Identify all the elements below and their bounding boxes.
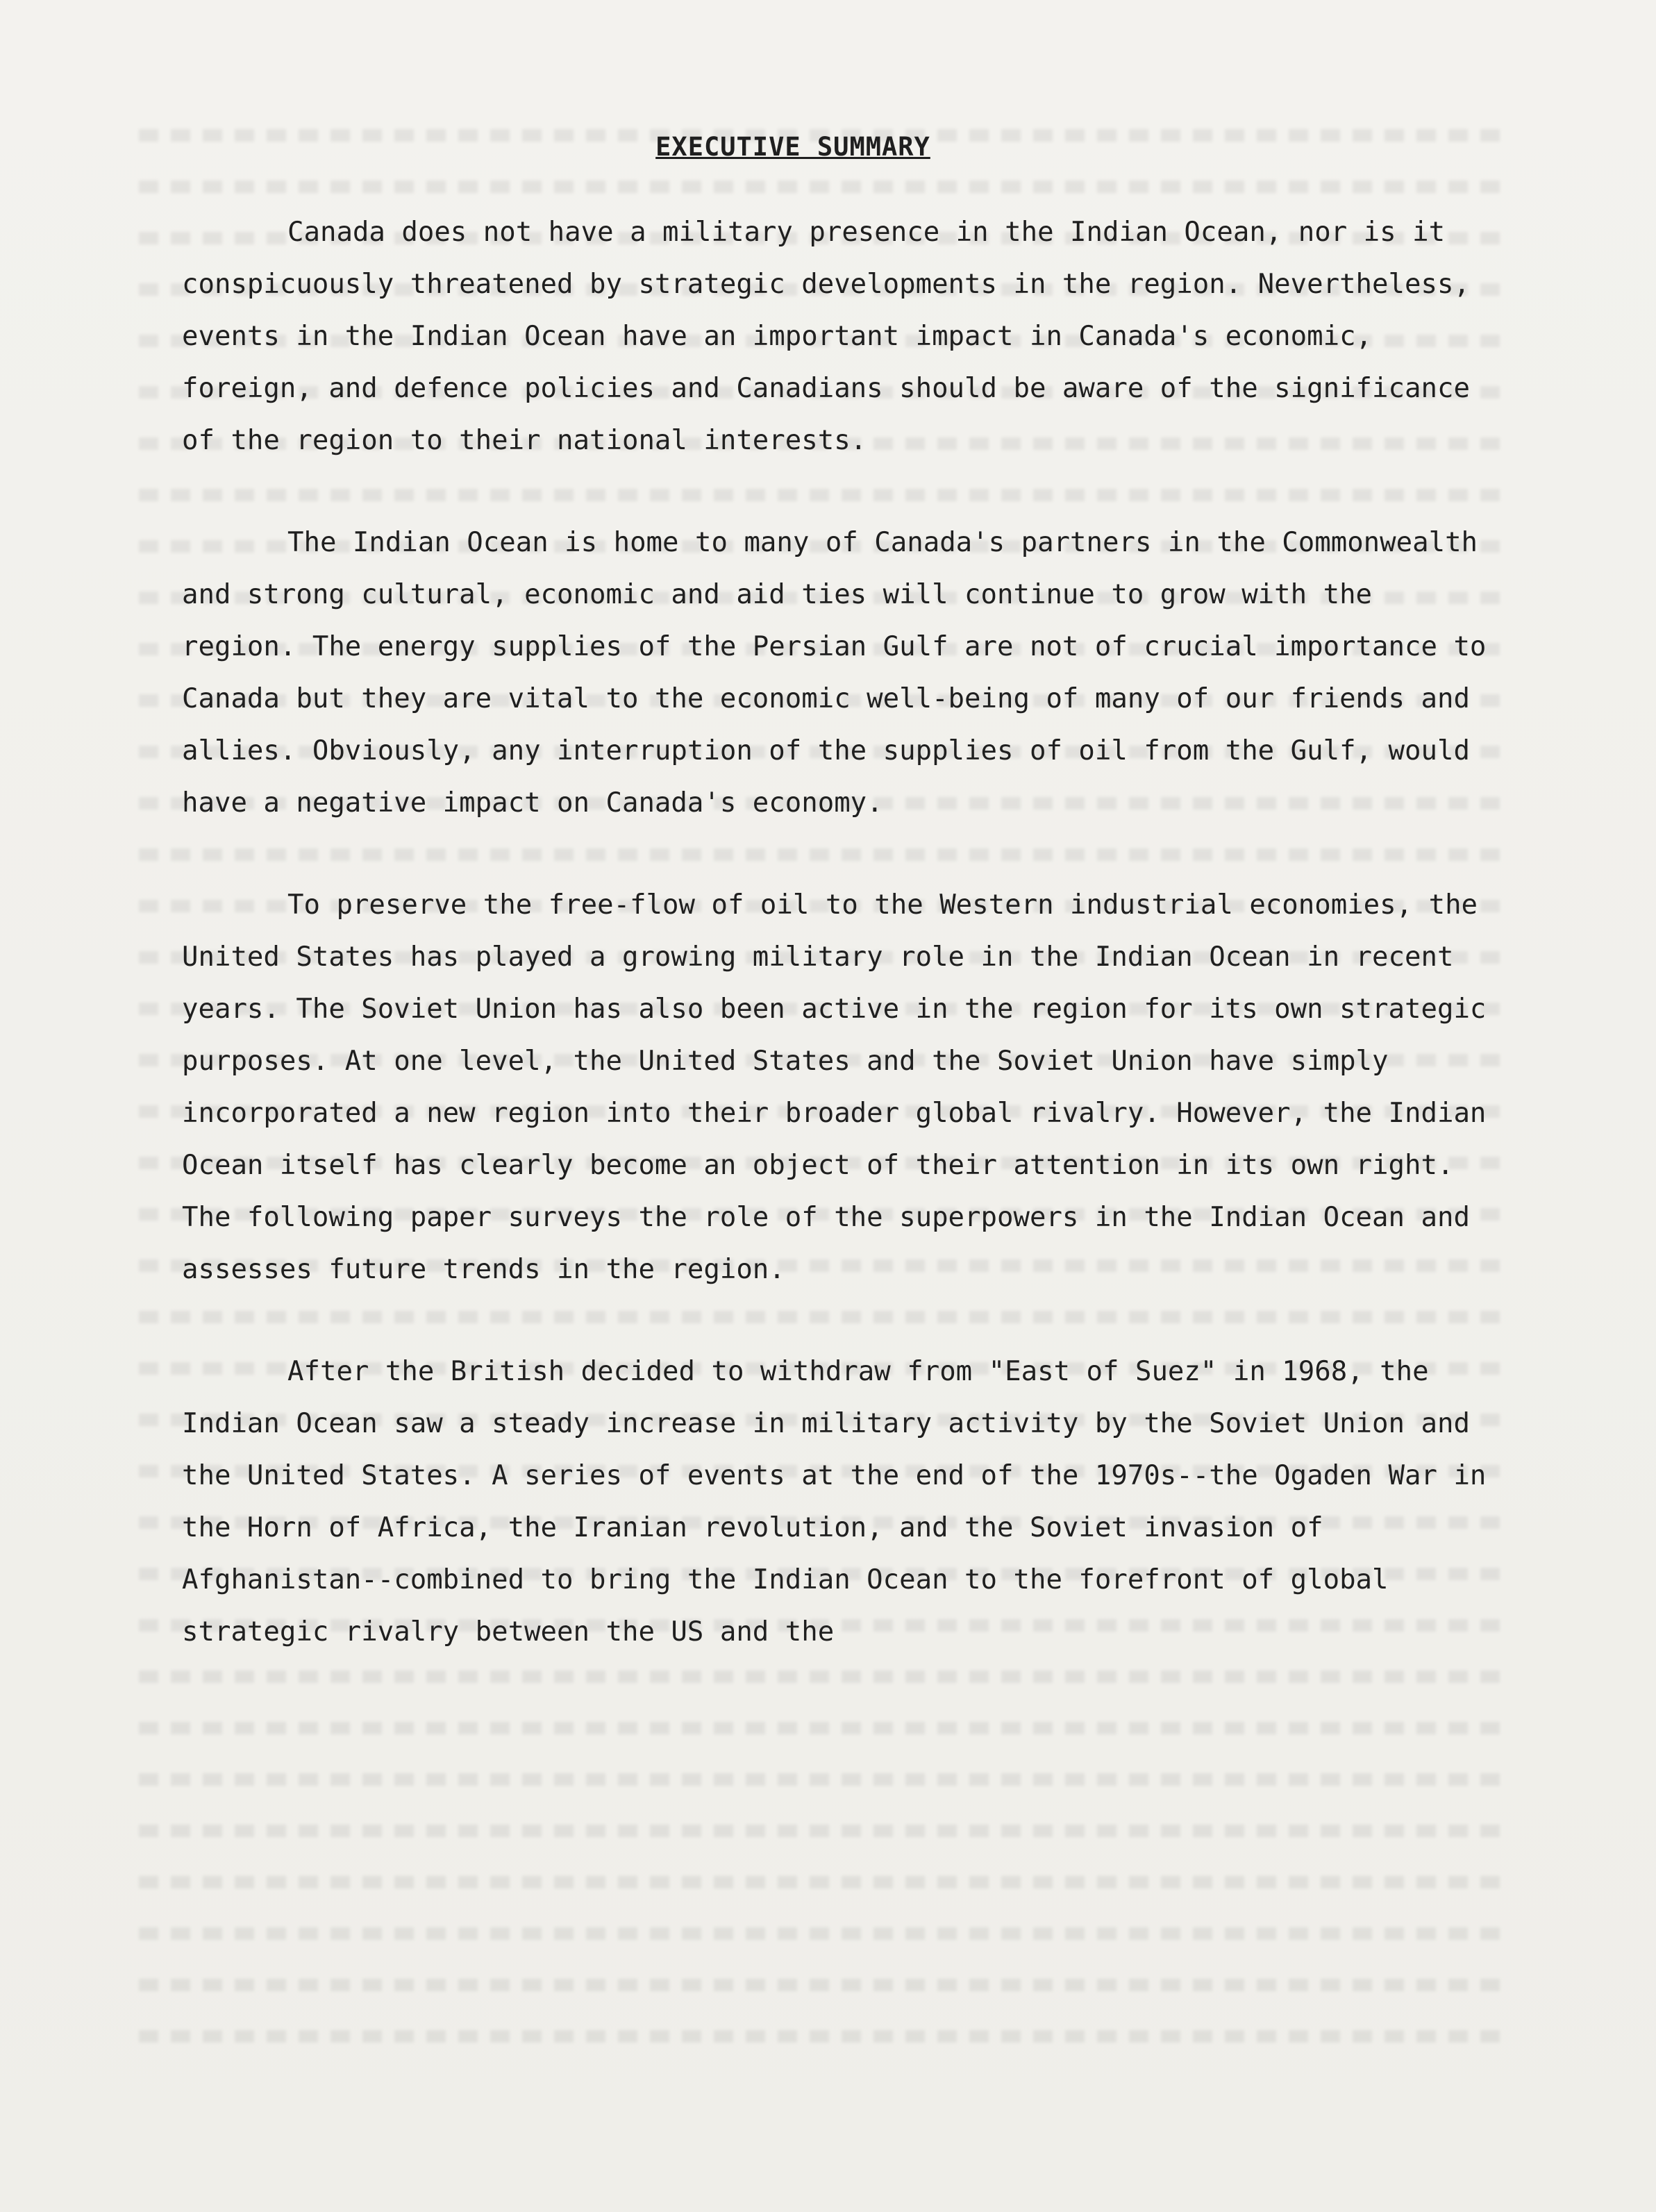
paragraph-1: Canada does not have a military presence in the Indian Ocean, nor is it conspicuously threatened by strategic developments in the region. Nevertheless, events in the Indian Ocean have an important impact in Canada's economic, foreign, and defence policies and Canadians should be aware of the significance of the region to their national interests. (182, 217, 1470, 456)
paragraph-2: The Indian Ocean is home to many of Canada's partners in the Commonwealth and strong cultural, economic and aid ties will continue to grow with the region. The energy supplies of the Persian Gulf are not of crucial importance to Canada but they are vital to the economic well-being of many of our friends and allies. Obviously, any interruption of the supplies of oil from the Gulf, would have a negative impact on Canada's economy. (182, 527, 1487, 819)
document-body (182, 132, 1501, 1708)
paragraph-3: To preserve the free-flow of oil to the Western industrial economies, the United States has played a growing military role in the Indian Ocean in recent years. The Soviet Union has also been active in the region for its own strategic purposes. At one level, the United States and the Soviet Union have simply incorporated a new region into their broader global rivalry. However, the Indian Ocean itself has clearly become an object of their attention in its own right. The following paper surveys the role of the superpowers in the Indian Ocean and assesses future trends in the region. (182, 889, 1487, 1285)
paragraph-4: After the British decided to withdraw from "East of Suez" in 1968, the Indian Ocean saw a steady increase in military activity by the Soviet Union and the United States. A series of events at the end of the 1970s--the Ogaden War in the Horn of Africa, the Iranian revolution, and the Soviet invasion of Afghanistan--combined to bring the Indian Ocean to the forefront of global strategic rivalry between the US and the (182, 1356, 1487, 1648)
page-title: EXECUTIVE SUMMARY (655, 132, 930, 162)
